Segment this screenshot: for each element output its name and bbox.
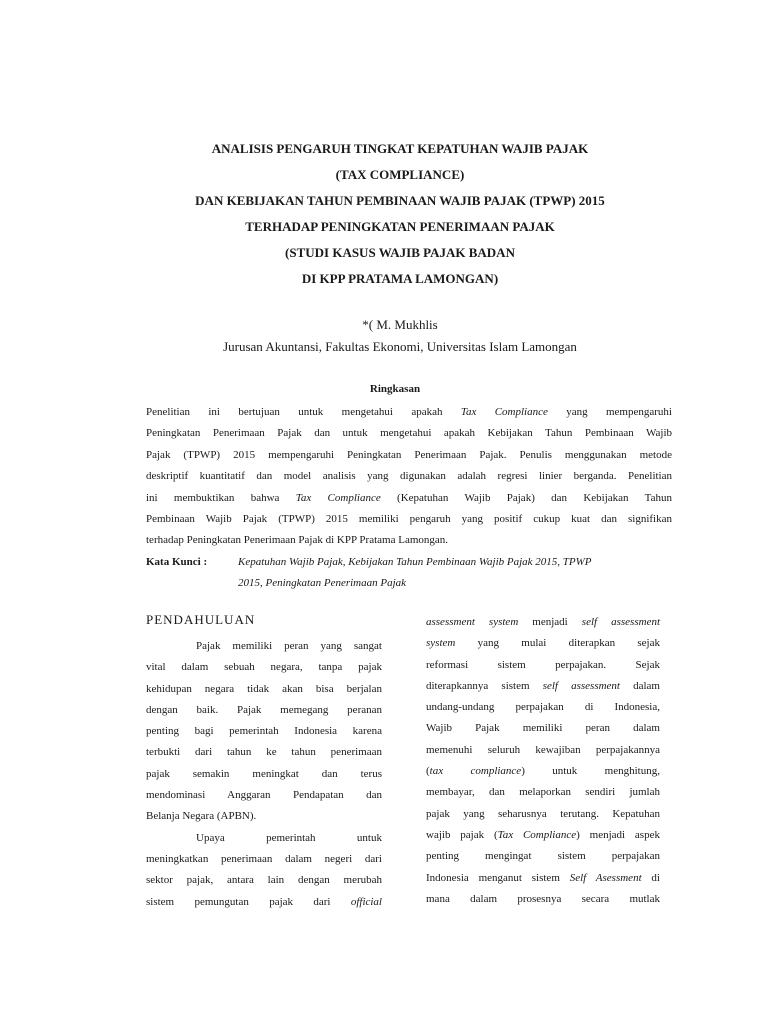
keywords-label: Kata Kunci : <box>146 556 208 568</box>
abstract-line: Pajak (TPWP) 2015 mempengaruhi Peningkatan Penerimaan Pajak. Penulis menggunakan metode <box>146 448 672 461</box>
paragraph-line: penting bagi pemerintah Indonesia karena <box>146 725 382 738</box>
paragraph-line: Pajak memiliki peran yang sangat <box>196 640 382 652</box>
paragraph-line: Indonesia menganut sistem Self Asessment di <box>426 871 660 884</box>
abstract-heading: Ringkasan <box>369 383 421 395</box>
paragraph-line: Upaya pemerintah untuk <box>196 831 382 844</box>
right-column <box>426 612 660 910</box>
paragraph-line: pajak yang seharusnya terutang. Kepatuhan <box>426 807 660 820</box>
paragraph-line: mendominasi Anggaran Pendapatan dan <box>146 789 382 802</box>
left-column <box>146 636 382 913</box>
paragraph-line: dengan baik. Pajak memegang peranan <box>146 703 382 716</box>
abstract-body <box>146 402 672 552</box>
paragraph-line: mana dalam prosesnya secara mutlak <box>426 892 660 905</box>
title-line: DAN KEBIJAKAN TAHUN PEMBINAAN WAJIB PAJAK (TPWP) 2015 <box>195 193 605 208</box>
keywords-line: 2015, Peningkatan Penerimaan Pajak <box>238 577 407 589</box>
paragraph-line: wajib pajak (Tax Compliance) menjadi aspek <box>426 828 660 841</box>
paragraph-line: undang-undang perpajakan di Indonesia, <box>426 701 660 714</box>
paragraph-line: assessment system menjadi self assessment <box>426 616 661 628</box>
title-line: (TAX COMPLIANCE) <box>335 167 465 182</box>
paper-title <box>100 136 700 292</box>
abstract-line: Pembinaan Wajib Pajak (TPWP) 2015 memiliki pengaruh yang positif cukup kuat dan signifikan <box>146 513 672 526</box>
paragraph-line: Wajib Pajak memiliki peran dalam <box>426 722 660 735</box>
keywords-line: Kepatuhan Wajib Pajak, Kebijakan Tahun Pembinaan Wajib Pajak 2015, TPWP <box>238 556 592 568</box>
abstract-line: deskriptif kuantitatif dan model analisis yang digunakan adalah regresi linier berganda. Penelitian <box>146 470 672 483</box>
author-name: *( M. Mukhlis <box>362 317 438 332</box>
paragraph-line: sistem pemungutan pajak dari official <box>146 895 382 908</box>
title-line: TERHADAP PENINGKATAN PENERIMAAN PAJAK <box>245 219 555 234</box>
keywords-text <box>238 552 678 594</box>
paragraph-line: terbukti dari tahun ke tahun penerimaan <box>146 746 382 759</box>
title-line: (STUDI KASUS WAJIB PAJAK BADAN <box>285 245 515 260</box>
paragraph-line: Belanja Negara (APBN). <box>146 810 257 823</box>
title-line: DI KPP PRATAMA LAMONGAN) <box>301 271 499 286</box>
abstract-line: ini membuktikan bahwa Tax Compliance (Kepatuhan Wajib Pajak) dan Kebijakan Tahun <box>146 491 673 504</box>
paragraph-line: membayar, dan melaporkan sendiri jumlah <box>426 786 660 799</box>
paragraph-line: sektor pajak, antara lain dengan merubah <box>146 874 382 887</box>
abstract-line: Penelitian ini bertujuan untuk mengetahui apakah Tax Compliance yang mempengaruhi <box>146 406 672 418</box>
paragraph-line: kehidupan negara tidak akan bisa berjalan <box>146 682 382 695</box>
paragraph-line: reformasi sistem perpajakan. Sejak <box>426 658 660 671</box>
paragraph-line: diterapkannya sistem self assessment dalam <box>426 679 660 692</box>
paragraph-line: system yang mulai diterapkan sejak <box>426 637 660 650</box>
abstract-line: Peningkatan Penerimaan Pajak dan untuk mengetahui apakah Kebijakan Tahun Pembinaan Wajib <box>146 427 672 440</box>
paragraph-line: penting mengingat sistem perpajakan <box>426 850 660 863</box>
paragraph-line: vital dalam sebuah negara, tanpa pajak <box>146 661 382 674</box>
section-heading: PENDAHULUAN <box>146 612 256 627</box>
author-affiliation: Jurusan Akuntansi, Fakultas Ekonomi, Universitas Islam Lamongan <box>223 339 577 354</box>
paragraph-line: pajak semakin meningkat dan terus <box>146 767 382 780</box>
title-line: ANALISIS PENGARUH TINGKAT KEPATUHAN WAJIB PAJAK <box>211 141 589 156</box>
abstract-line: terhadap Peningkatan Penerimaan Pajak di KPP Pratama Lamongan. <box>146 534 449 547</box>
paragraph-line: (tax compliance) untuk menghitung, <box>426 765 660 778</box>
author-block <box>100 314 700 358</box>
paragraph-line: memenuhi seluruh kewajiban perpajakannya <box>426 743 660 756</box>
paragraph-line: meningkatkan penerimaan dalam negeri dari <box>146 852 382 865</box>
